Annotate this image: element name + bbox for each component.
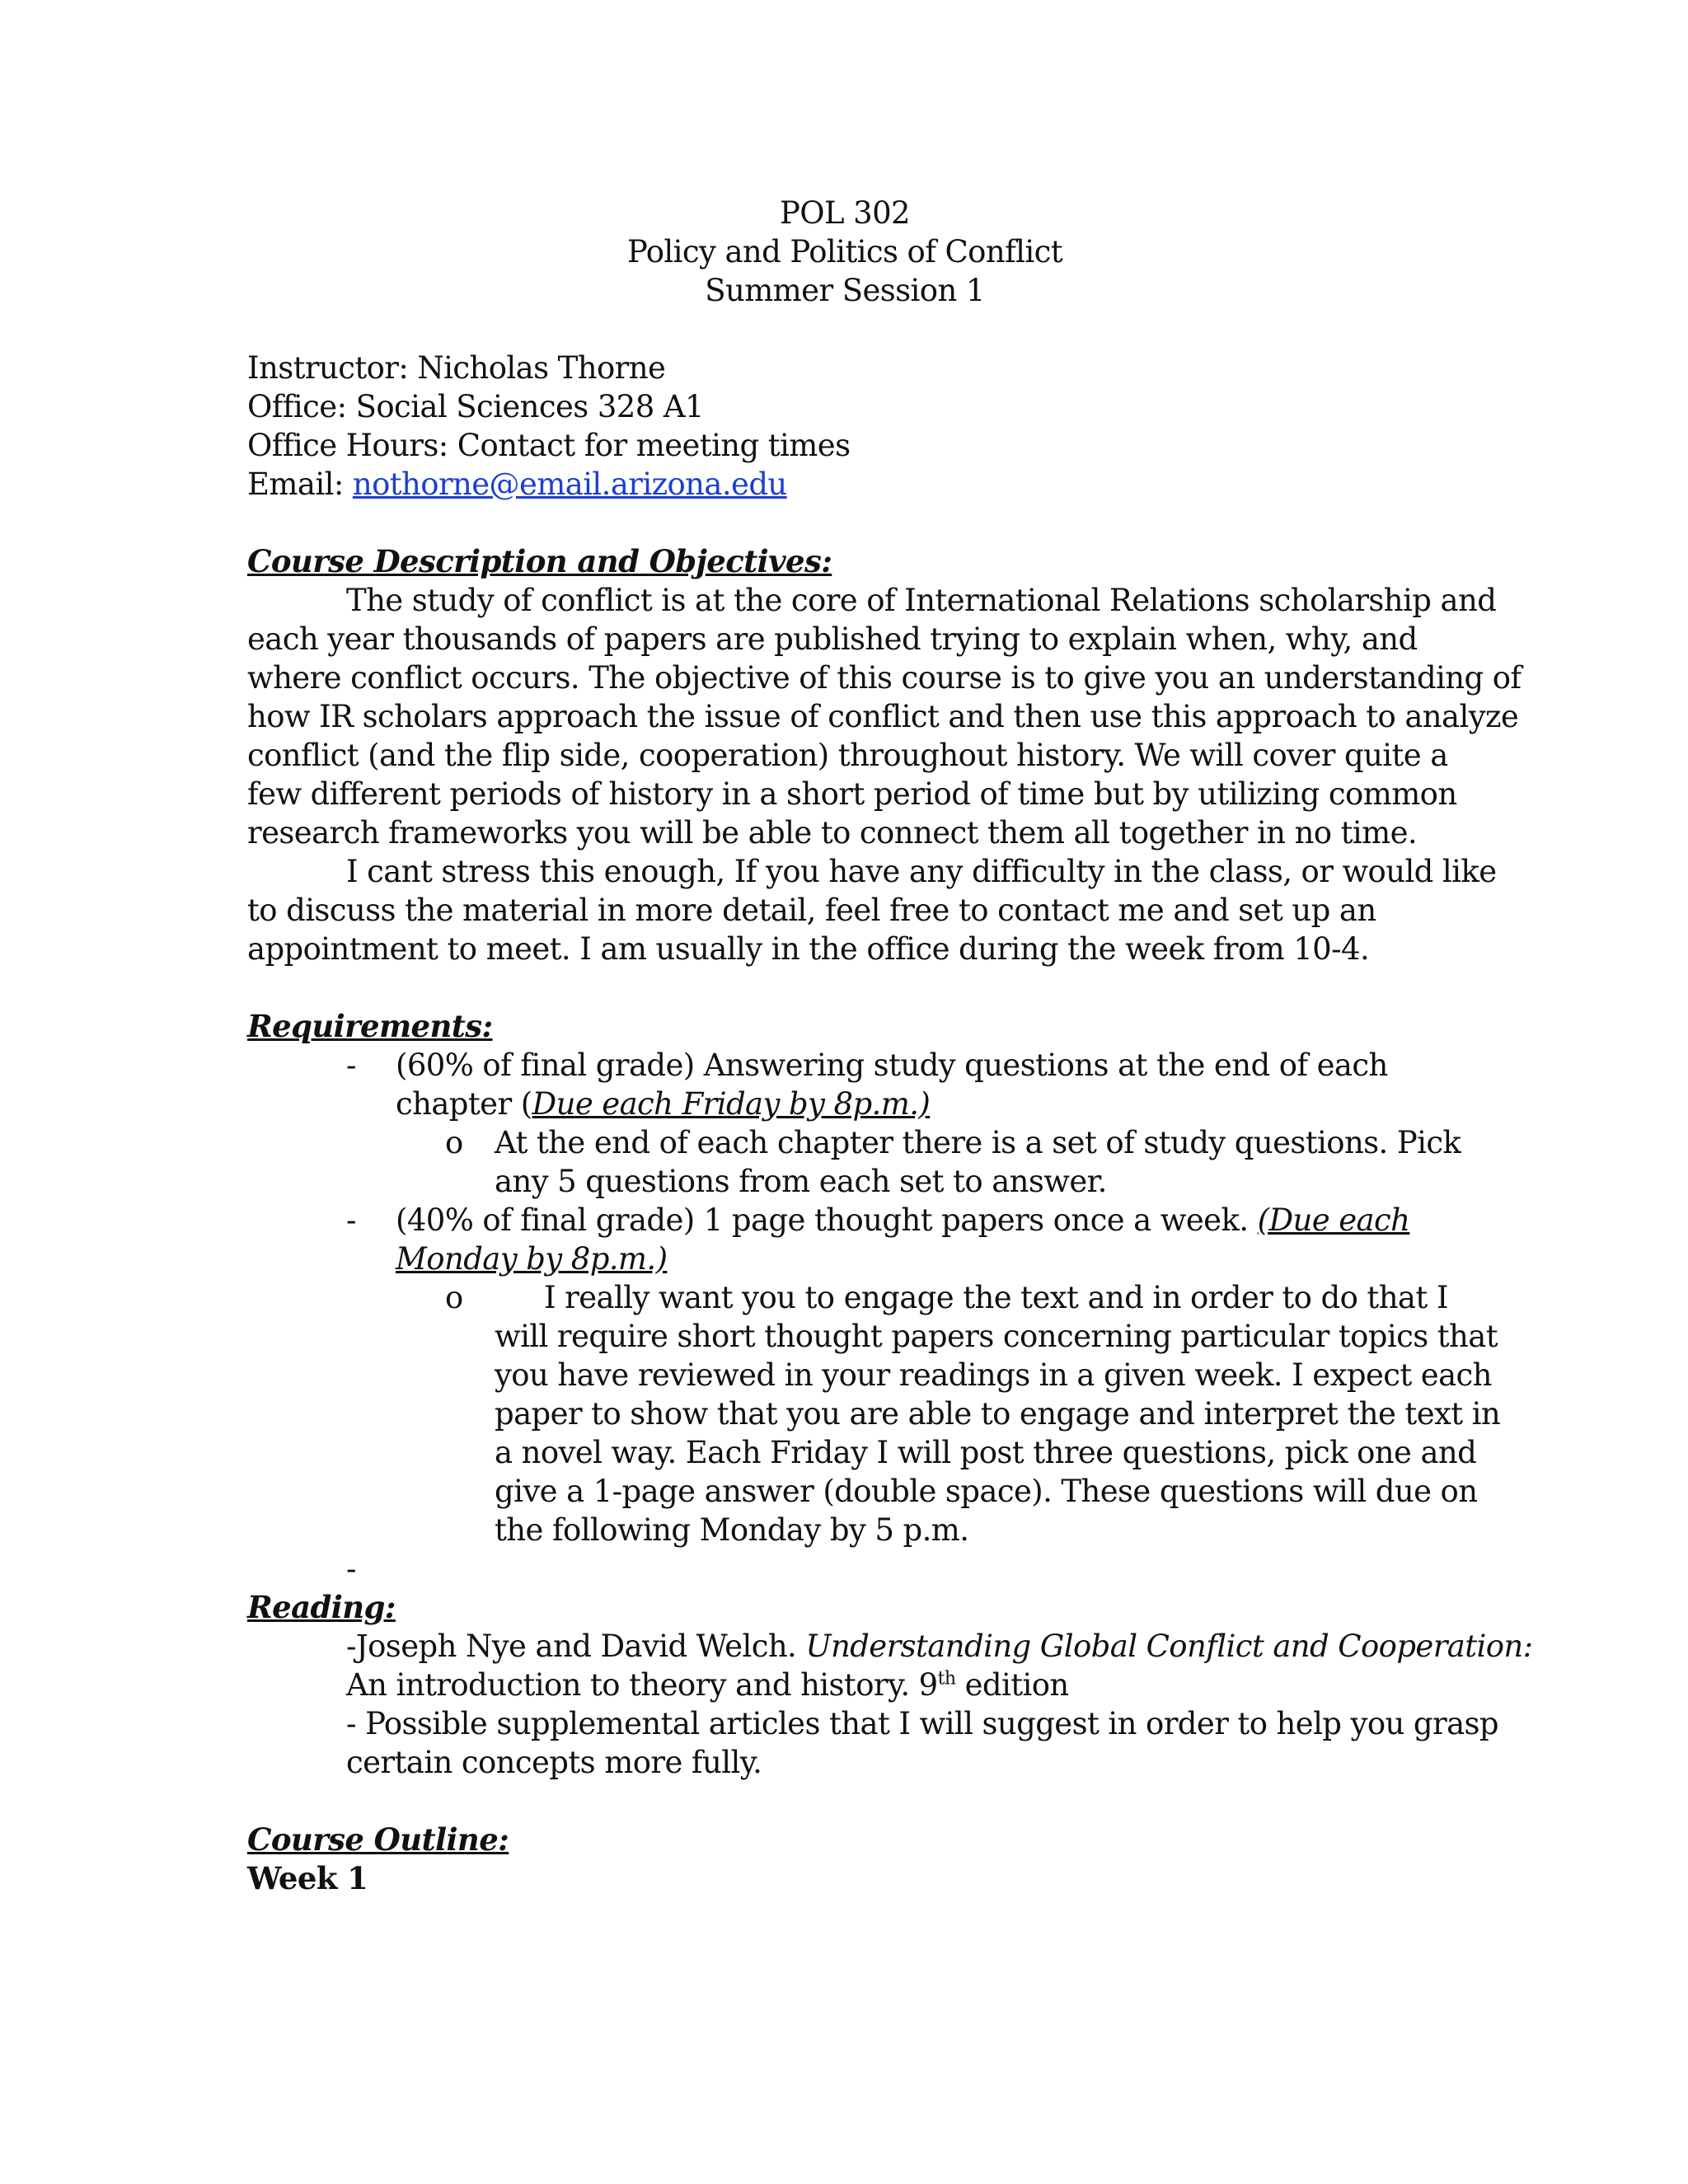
reading-supplemental-line: certain concepts more fully. <box>346 1745 762 1780</box>
requirement-item-study-questions <box>247 1046 1442 1123</box>
office-line: Office: Social Sciences 328 A1 <box>247 389 704 424</box>
description-p1-line: research frameworks you will be able to connect them all together in no time. <box>247 815 1418 851</box>
reading-section <box>247 1588 1533 1782</box>
requirement-2-due-part2: Monday by 8p.m.) <box>396 1241 668 1277</box>
email-label: Email: <box>247 466 344 502</box>
description-p1-line: how IR scholars approach the issue of conflict and then use this approach to analyze <box>247 699 1519 734</box>
requirement-1-sub-line: any 5 questions from each set to answer. <box>495 1164 1107 1199</box>
reading-book-subtitle: An introduction to theory and history. 9 <box>346 1667 938 1703</box>
description-paragraph-1 <box>247 581 1522 852</box>
reading-book-line <box>346 1627 1533 1666</box>
course-code: POL 302 <box>780 195 910 231</box>
course-description-heading: Course Description and Objectives: <box>247 543 832 579</box>
description-paragraph-2 <box>247 852 1497 968</box>
dash-bullet: - <box>346 1047 356 1083</box>
course-outline-heading: Course Outline: <box>247 1821 509 1858</box>
empty-dash-bullet: - <box>346 1551 356 1586</box>
description-p2-line: I cant stress this enough, If you have any difficulty in the class, or would like <box>346 854 1497 889</box>
reading-book-authors: -Joseph Nye and David Welch. <box>346 1629 806 1664</box>
description-p1-line: where conflict occurs. The objective of this course is to give you an understanding of <box>247 660 1522 696</box>
requirement-2-line <box>396 1201 1442 1240</box>
instructor-line: Instructor: Nicholas Thorne <box>247 350 666 386</box>
requirement-1-line <box>396 1085 1442 1123</box>
requirement-2-sub-line: paper to show that you are able to engage and interpret the text in <box>495 1396 1501 1432</box>
requirement-1-subitem <box>247 1123 1461 1201</box>
description-p1-line: each year thousands of papers are published trying to explain when, why, and <box>247 621 1418 657</box>
requirement-1-line: (60% of final grade) Answering study questions at the end of each <box>396 1047 1388 1083</box>
requirement-1-sub-line: At the end of each chapter there is a set of study questions. Pick <box>495 1125 1461 1160</box>
reading-edition: edition <box>955 1667 1069 1703</box>
course-outline-section <box>247 1821 1442 1898</box>
course-description-section <box>247 542 1522 968</box>
description-p1-line: The study of conflict is at the core of International Relations scholarship and <box>346 583 1497 618</box>
requirement-2-line <box>396 1240 1442 1278</box>
requirement-1-due: Due each Friday by 8p.m.) <box>532 1086 931 1122</box>
course-title: Policy and Politics of Conflict <box>626 234 1063 269</box>
requirement-2-sub-line: I really want you to engage the text and in order to do that I <box>544 1280 1448 1315</box>
reading-supplemental-line: - Possible supplemental articles that I will suggest in order to help you grasp <box>346 1706 1499 1741</box>
circle-bullet: o <box>445 1125 463 1160</box>
requirements-heading: Requirements: <box>247 1008 493 1044</box>
course-session: Summer Session 1 <box>705 273 985 308</box>
description-p1-line: conflict (and the flip side, cooperation) throughout history. We will cover quite a <box>247 738 1448 773</box>
week-1-heading: Week 1 <box>247 1860 368 1896</box>
reading-heading: Reading: <box>247 1589 396 1625</box>
instructor-info <box>247 349 1442 504</box>
course-header <box>247 194 1442 310</box>
requirement-item-thought-papers <box>247 1201 1442 1278</box>
requirement-2-sub-line: will require short thought papers concerning particular topics that <box>495 1319 1498 1354</box>
reading-book-line-2 <box>346 1666 1442 1704</box>
reading-list <box>247 1627 1533 1782</box>
reading-book-title: Understanding Global Conflict and Cooperation: <box>805 1629 1533 1664</box>
requirement-2-sub-line: you have reviewed in your readings in a given week. I expect each <box>495 1357 1492 1393</box>
description-p1-line: few different periods of history in a short period of time but by utilizing common <box>247 776 1457 812</box>
syllabus-page <box>247 194 1533 1898</box>
requirement-2-sub-line: a novel way. Each Friday I will post three questions, pick one and <box>495 1435 1477 1470</box>
requirement-1-prefix: chapter ( <box>396 1086 532 1122</box>
email-link[interactable]: nothorne@email.arizona.edu <box>352 466 787 502</box>
description-p2-line: to discuss the material in more detail, feel free to contact me and set up an <box>247 893 1376 928</box>
circle-bullet: o <box>445 1280 463 1315</box>
description-p2-line: appointment to meet. I am usually in the office during the week from 10-4. <box>247 931 1370 967</box>
office-hours-line: Office Hours: Contact for meeting times <box>247 428 851 463</box>
email-line <box>247 465 1442 504</box>
requirements-section <box>247 1007 1501 1588</box>
requirement-2-prefix: (40% of final grade) 1 page thought papers once a week. <box>396 1202 1258 1238</box>
requirement-2-subitem <box>247 1278 1501 1549</box>
requirement-2-sub-line: give a 1-page answer (double space). These questions will due on <box>495 1474 1478 1509</box>
edition-superscript: th <box>937 1668 956 1690</box>
requirement-2-due-part1: (Due each <box>1257 1202 1410 1238</box>
requirement-2-sub-line: the following Monday by 5 p.m. <box>495 1512 969 1548</box>
dash-bullet: - <box>346 1202 356 1238</box>
